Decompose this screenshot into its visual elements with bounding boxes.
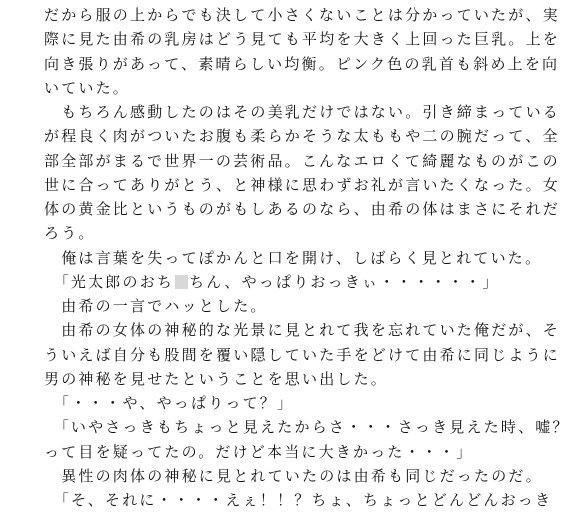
text-line: 異性の肉体の神秘に見とれていたのは由希も同じだったのだ。	[44, 466, 543, 485]
text-line: 男の神秘を見せたということを思い出した。	[44, 369, 389, 388]
text-line: 「そ、それに・・・・えぇ！！？ちょ、ちょっとどんどんおっき	[44, 491, 553, 509]
text-line: 「いやさっきもちょっと見えたからさ・・・さっき見えた時、嘘？	[44, 418, 570, 437]
text-line: ろう。	[44, 224, 96, 243]
text-line: だから服の上からでも決して小さくないことは分かっていたが、実	[44, 6, 560, 24]
text-line: 由希の一言でハッとした。	[44, 297, 268, 315]
text-line: 体の黄金比というものがもしあるのなら、由希の体はまさにそれだ	[44, 200, 561, 218]
censor-mark	[175, 275, 188, 289]
text-line: が程良く肉がついたお腹も柔らかそうな太ももや二の腕だって、全	[44, 127, 560, 146]
text-line: 部全部がまるで世界一の芸術品。こんなエロくて綺麗なものがこの	[44, 151, 560, 170]
text-line: 「・・・や、やっぱりって？」	[44, 394, 295, 412]
text-line: 由希の女体の神秘的な光景に見とれて我を忘れていた俺だが、そ	[44, 321, 561, 340]
text-line-censored	[44, 270, 564, 294]
text-line: 際に見た由希の乳房はどう見ても平均を大きく上回った巨乳。上を	[44, 30, 561, 49]
text-segment: ちん、やっぱりおっきぃ・・・・・・」	[189, 272, 500, 291]
text-line: 世に合ってありがとう、と神様に思わずお礼が言いたくなった。女	[44, 175, 561, 194]
novel-text-body	[44, 3, 570, 512]
text-line: いていた。	[44, 78, 131, 97]
text-line: って目を疑ってたの。だけど本当に大きかった・・・」	[44, 442, 474, 461]
text-line: 俺は言葉を失ってぽかんと口を開け、しばらく見とれていた。	[44, 248, 543, 267]
text-line: ういえば自分も股間を覆い隠していた手をどけて由希に同じように	[44, 345, 561, 364]
text-segment: 「光太郎のおち	[44, 272, 175, 291]
text-line: もちろん感動したのはその美乳だけではない。引き締まっている	[44, 103, 561, 121]
text-line: 向き張りがあって、素晴らしい均衡。ピンク色の乳首も斜め上を向	[44, 54, 560, 73]
